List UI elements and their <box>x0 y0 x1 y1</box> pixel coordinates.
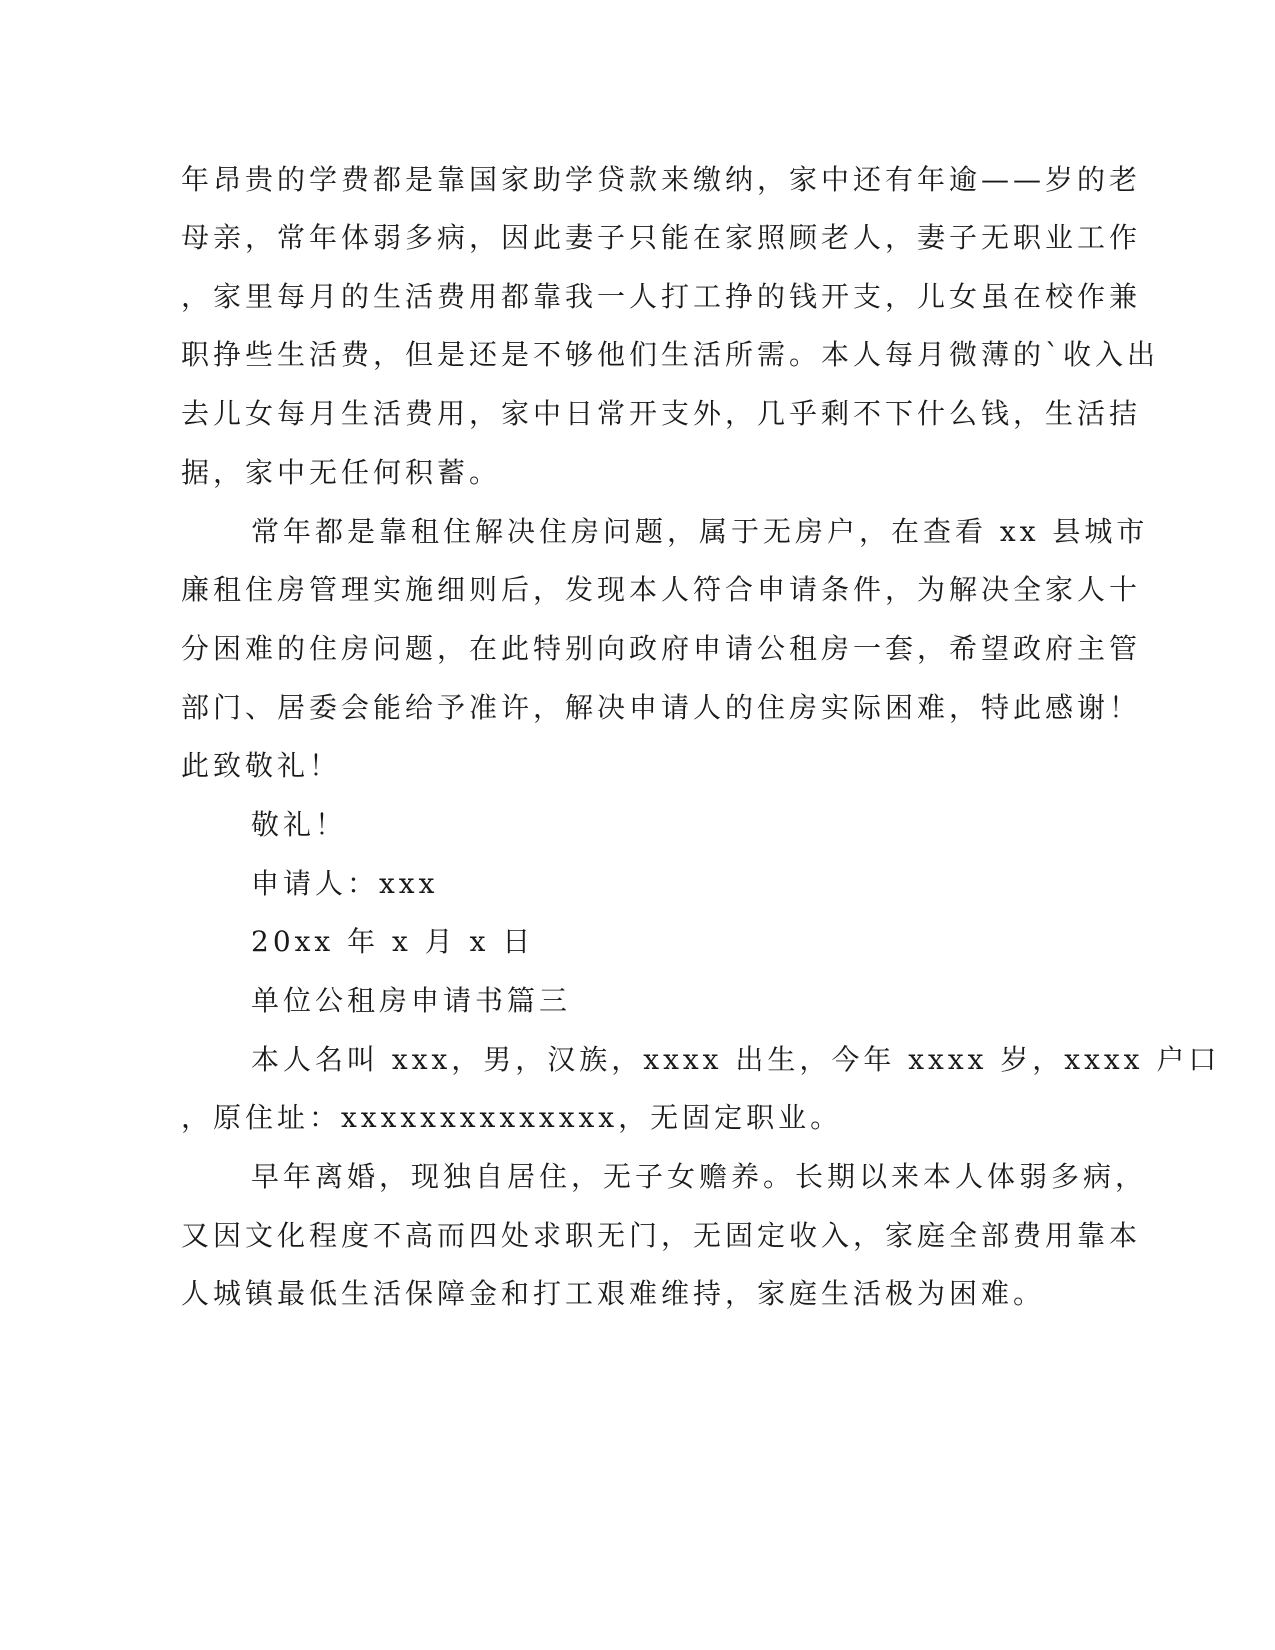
text-line: 去儿女每月生活费用，家中日常开支外，几乎剩不下什么钱，生活拮 <box>181 397 1142 430</box>
text-line: 部门、居委会能给予准许，解决申请人的住房实际困难，特此感谢！ <box>181 691 1142 724</box>
paragraph-first-line: 早年离婚，现独自居住，无子女赡养。长期以来本人体弱多病， <box>251 1160 1148 1193</box>
paragraph-first-line: 本人名叫 xxx，男，汉族，xxxx 出生，今年 xxxx 岁，xxxx 户口 <box>251 1043 1221 1076</box>
closing-salutation: 此致敬礼！ <box>181 749 342 782</box>
text-line: 年昂贵的学费都是靠国家助学贷款来缴纳，家中还有年逾——岁的老 <box>181 163 1142 196</box>
closing-regards: 敬礼！ <box>251 808 348 841</box>
date-line: 20xx 年 x 月 x 日 <box>251 925 535 958</box>
text-line: ，原住址：xxxxxxxxxxxxxx，无固定职业。 <box>181 1101 843 1134</box>
text-line: 分困难的住房问题，在此特别向政府申请公租房一套，希望政府主管 <box>181 632 1142 665</box>
text-line: 母亲，常年体弱多病，因此妻子只能在家照顾老人，妻子无职业工作 <box>181 221 1142 254</box>
text-line: 人城镇最低生活保障金和打工艰难维持，家庭生活极为困难。 <box>181 1277 1046 1310</box>
paragraph-first-line: 常年都是靠租住解决住房问题，属于无房户，在查看 xx 县城市 <box>251 515 1149 548</box>
text-line: ，家里每月的生活费用都靠我一人打工挣的钱开支，儿女虽在校作兼 <box>181 280 1142 313</box>
text-line: 廉租住房管理实施细则后，发现本人符合申请条件，为解决全家人十 <box>181 573 1142 606</box>
text-line: 又因文化程度不高而四处求职无门，无固定收入，家庭全部费用靠本 <box>181 1219 1142 1252</box>
text-line: 职挣些生活费，但是还是不够他们生活所需。本人每月微薄的`收入出 <box>181 338 1160 371</box>
section-heading: 单位公租房申请书篇三 <box>251 984 572 1017</box>
applicant-signature: 申请人：xxx <box>251 867 439 900</box>
text-line: 据，家中无任何积蓄。 <box>181 456 502 489</box>
